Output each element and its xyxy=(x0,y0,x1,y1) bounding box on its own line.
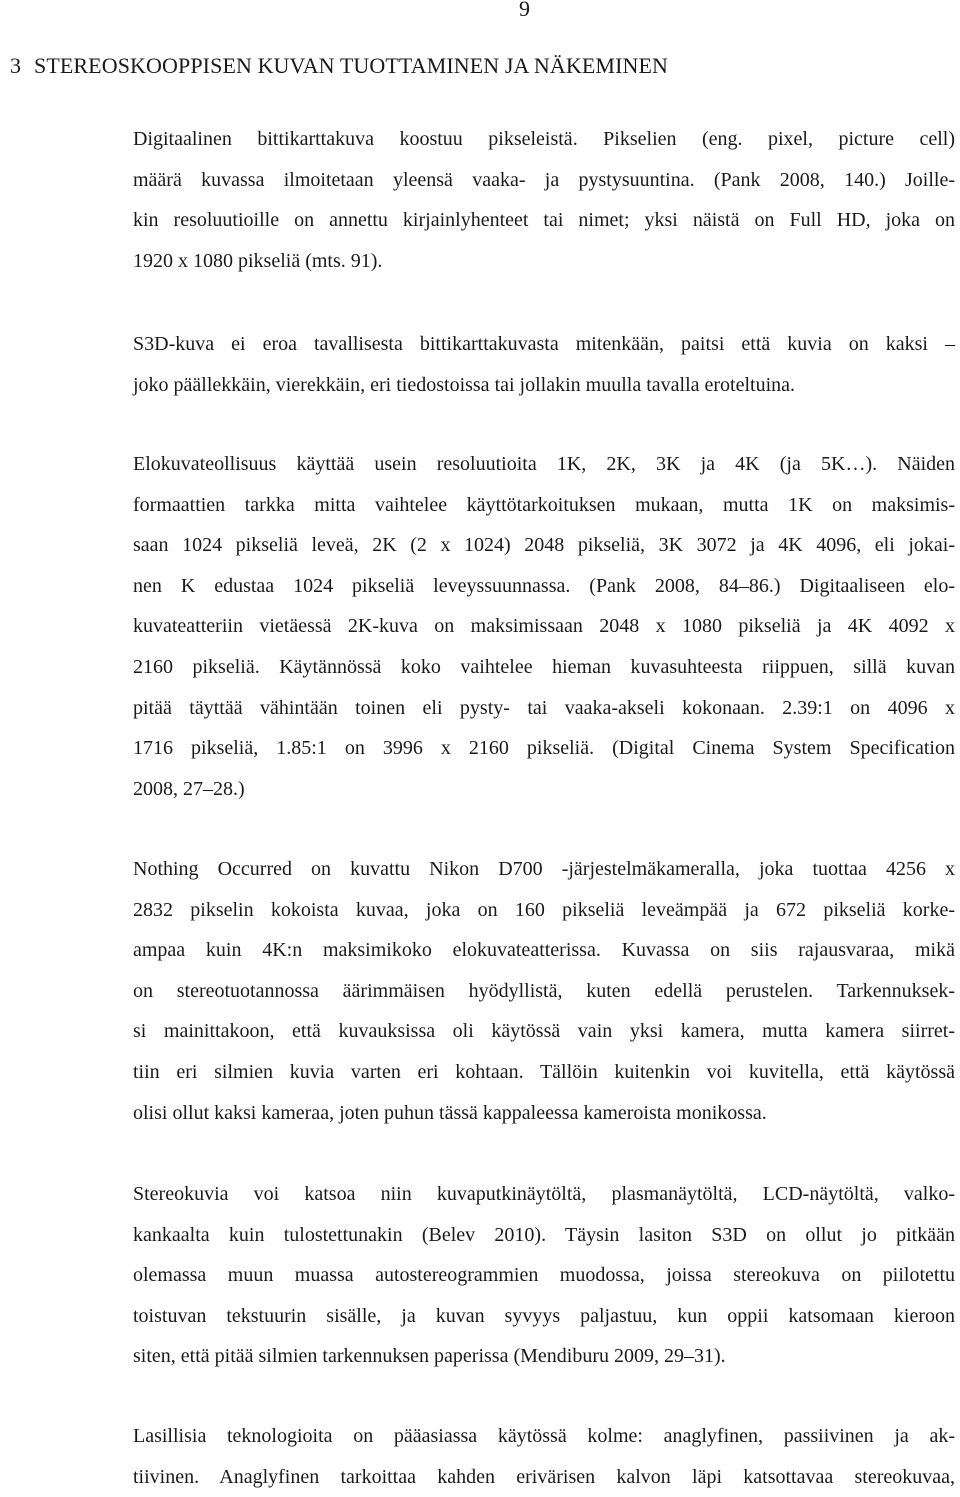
text-line: 1716 pikseliä, 1.85:1 on 3996 x 2160 pikseliä. (Digital Cinema System Specification xyxy=(133,737,955,760)
text-line: saan 1024 pikseliä leveä, 2K (2 x 1024) 2048 pikseliä, 3K 3072 ja 4K 4096, eli jokai- xyxy=(133,534,955,557)
text-line: ampaa kuin 4K:n maksimikoko elokuvateatterissa. Kuvassa on siis rajausvaraa, mikä xyxy=(133,939,955,962)
text-line: Lasillisia teknologioita on pääasiassa käytössä kolme: anaglyfinen, passiivinen ja ak- xyxy=(133,1425,955,1447)
text-line: kin resoluutioille on annettu kirjainlyhenteet tai nimet; yksi näistä on Full HD, joka on xyxy=(133,209,955,232)
paragraph-stereo-viewing xyxy=(133,1174,955,1377)
text-line: kankaalta kuin tulostettunakin (Belev 2010). Täysin lasiton S3D on ollut jo pitkään xyxy=(133,1223,955,1246)
text-line: 2160 pikseliä. Käytännössä koko vaihtelee hieman kuvasuhteesta riippuen, sillä kuvan xyxy=(133,655,955,678)
chapter-heading xyxy=(10,52,668,80)
text-line: 1920 x 1080 pikseliä (mts. 91). xyxy=(133,249,383,272)
text-line: nen K edustaa 1024 pikseliä leveyssuunnassa. (Pank 2008, 84–86.) Digitaaliseen elo- xyxy=(133,574,955,597)
text-line: formaattien tarkka mitta vaihtelee käyttötarkoituksen mukaan, mutta 1K on maksimis- xyxy=(133,493,955,516)
text-line: toistuvan tekstuurin sisälle, ja kuvan syvyys paljastuu, kun oppii katsomaan kieroon xyxy=(133,1304,955,1327)
text-line: olisi ollut kaksi kameraa, joten puhun tässä kappaleessa kameroista monikossa. xyxy=(133,1101,767,1124)
paragraph-resolution-intro xyxy=(133,119,955,281)
text-line: joko päällekkäin, vierekkäin, eri tiedostoissa tai jollakin muulla tavalla eroteltuina. xyxy=(133,373,796,396)
text-line: olemassa muun muassa autostereogrammien muodossa, joissa stereokuva on piilotettu xyxy=(133,1264,955,1287)
text-line: 2008, 27–28.) xyxy=(133,777,245,800)
text-line: 2832 pikselin kokoista kuvaa, joka on 160 pikseliä leveämpää ja 672 pikseliä korke- xyxy=(133,898,955,921)
text-line: Stereokuvia voi katsoa niin kuvaputkinäytöltä, plasmanäytöltä, LCD-näytöltä, valko- xyxy=(133,1183,955,1205)
text-line: Digitaalinen bittikarttakuva koostuu pikseleistä. Pikselien (eng. pixel, picture cell) xyxy=(133,128,955,150)
page-number: 9 xyxy=(519,0,530,21)
text-line: tiivinen. Anaglyfinen tarkoittaa kahden erivärisen kalvon läpi katsottavaa stereokuvaa, xyxy=(133,1465,955,1488)
text-line: pitää täyttää vähintään toinen eli pysty- tai vaaka-akseli kokonaan. 2.39:1 on 4096 x xyxy=(133,696,955,719)
chapter-number: 3 xyxy=(10,53,22,78)
paragraph-cinema-resolutions xyxy=(133,444,955,809)
text-line: on stereotuotannossa äärimmäisen hyödyllistä, kuten edellä perustelen. Tarkennuksek- xyxy=(133,979,955,1002)
paragraph-nothing-occurred xyxy=(133,849,955,1133)
text-line: Nothing Occurred on kuvattu Nikon D700 -järjestelmäkameralla, joka tuottaa 4256 x xyxy=(133,858,955,880)
paragraph-glasses-technologies xyxy=(133,1416,955,1497)
text-line: Elokuvateollisuus käyttää usein resoluutioita 1K, 2K, 3K ja 4K (ja 5K…). Näiden xyxy=(133,453,955,475)
paragraph-s3d-image xyxy=(133,324,955,405)
text-line: si mainittakoon, että kuvauksissa oli käytössä vain yksi kamera, mutta kamera siirret- xyxy=(133,1020,955,1043)
text-line: S3D-kuva ei eroa tavallisesta bittikarttakuvasta mitenkään, paitsi että kuvia on kaksi – xyxy=(133,333,955,355)
text-line: kuvateatteriin vietäessä 2K-kuva on maksimissaan 2048 x 1080 pikseliä ja 4K 4092 x xyxy=(133,615,955,638)
chapter-title: STEREOSKOOPPISEN KUVAN TUOTTAMINEN JA NÄKEMINEN xyxy=(34,53,669,78)
text-line: tiin eri silmien kuvia varten eri kohtaan. Tällöin kuitenkin voi kuvitella, että käytössä xyxy=(133,1060,955,1083)
text-line: määrä kuvassa ilmoitetaan yleensä vaaka- ja pystysuuntina. (Pank 2008, 140.) Joille- xyxy=(133,168,955,191)
text-line: siten, että pitää silmien tarkennuksen paperissa (Mendiburu 2009, 29–31). xyxy=(133,1345,726,1368)
